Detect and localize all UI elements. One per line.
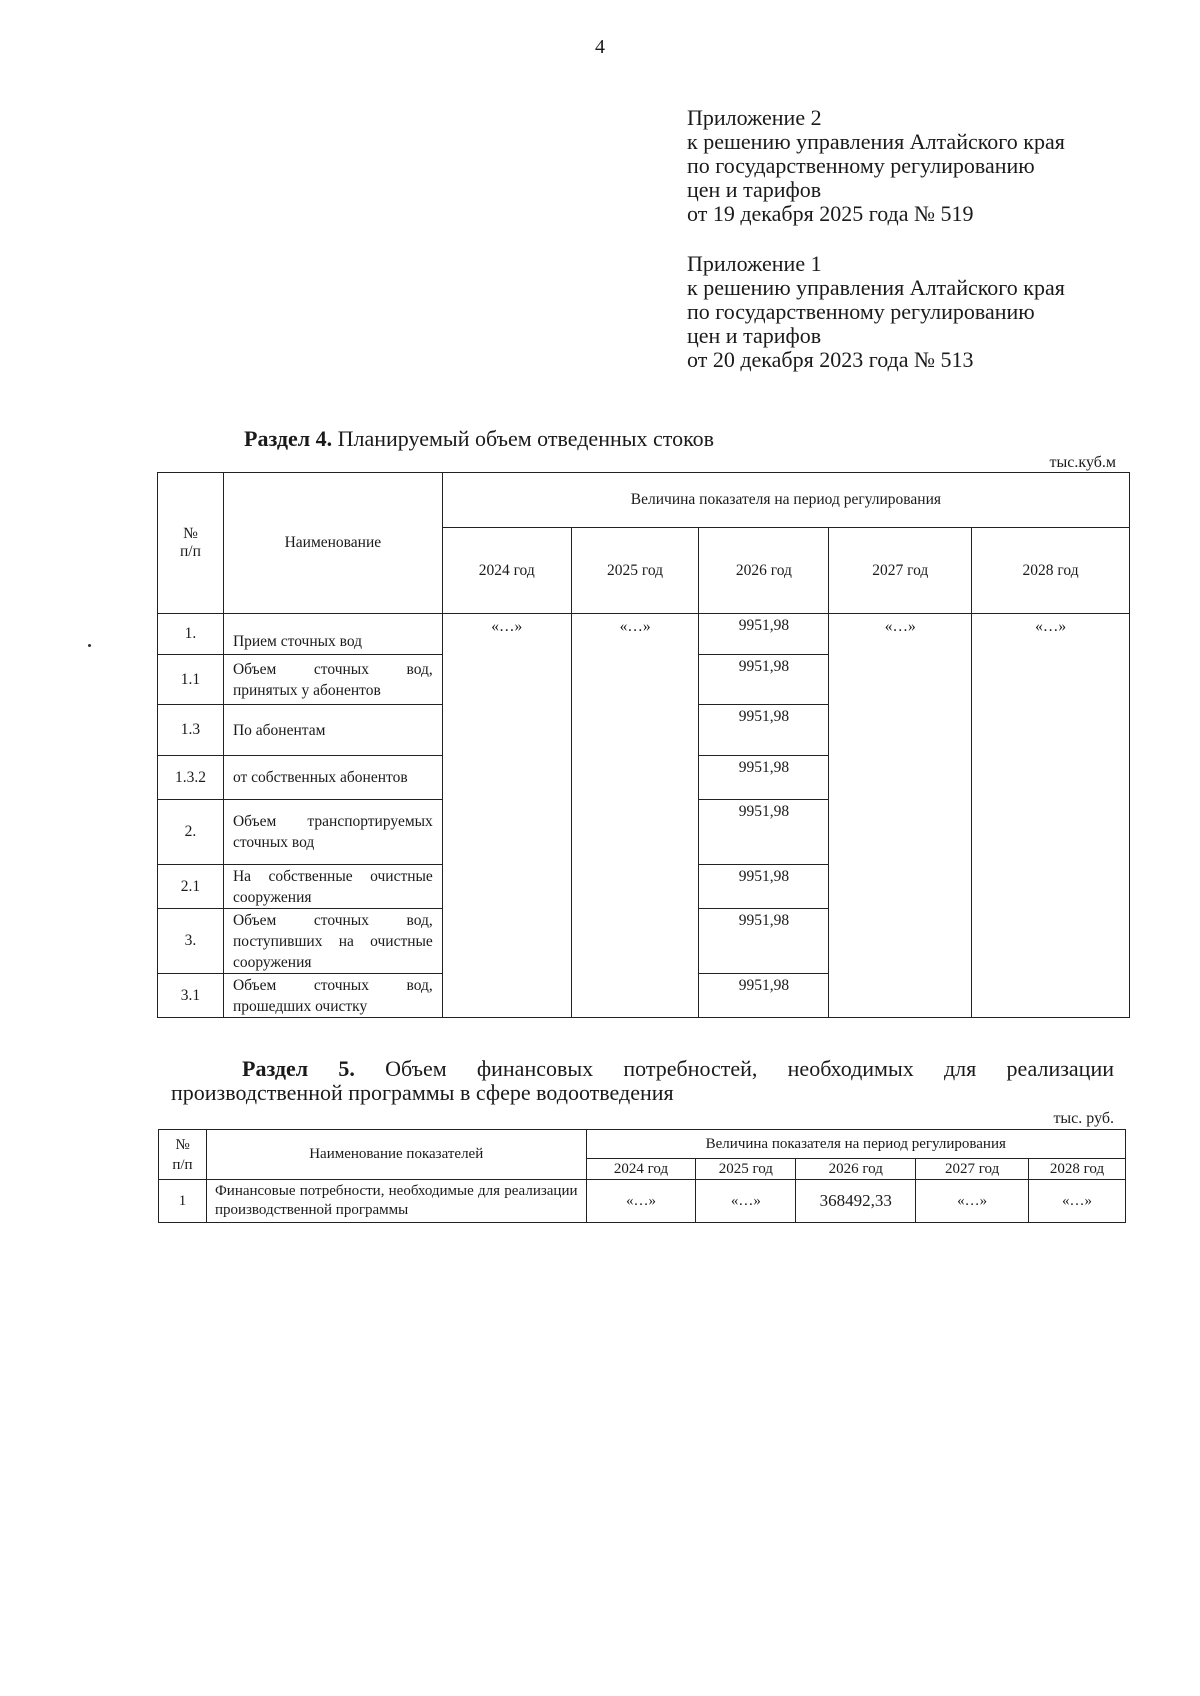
row-num: 3.1 bbox=[158, 974, 224, 1018]
value-2026: 368492,33 bbox=[796, 1180, 916, 1223]
section5-title-bold: Раздел 5. bbox=[242, 1056, 355, 1081]
row-name: Объем сточных вод, принятых у абонентов bbox=[223, 655, 442, 705]
section5-unit: тыс. руб. bbox=[1053, 1110, 1114, 1127]
section4-unit: тыс.куб.м bbox=[1049, 454, 1116, 471]
header-year: 2028 год bbox=[1029, 1159, 1126, 1180]
appendix-line: к решению управления Алтайского края bbox=[687, 275, 1065, 300]
header-period: Величина показателя на период регулирования bbox=[442, 473, 1129, 528]
section5-title-line1 bbox=[171, 1057, 1114, 1081]
appendix-line: по государственному регулированию bbox=[687, 153, 1035, 178]
appendix-line: Приложение 1 bbox=[687, 251, 822, 276]
header-num: № п/п bbox=[159, 1130, 207, 1180]
section5-title bbox=[171, 1057, 1114, 1105]
row-name: Прием сточных вод bbox=[223, 614, 442, 655]
section4-title bbox=[244, 427, 714, 451]
header-year: 2025 год bbox=[696, 1159, 796, 1180]
value-2027: «…» bbox=[829, 614, 972, 1018]
row-name: Объем сточных вод, поступивших на очистные сооружения bbox=[223, 909, 442, 974]
header-year: 2024 год bbox=[442, 528, 571, 614]
header-year: 2027 год bbox=[829, 528, 972, 614]
table-row bbox=[158, 614, 1130, 655]
section5-table bbox=[158, 1129, 1126, 1223]
stray-mark bbox=[88, 644, 91, 647]
row-num: 2. bbox=[158, 800, 224, 865]
header-year: 2026 год bbox=[796, 1159, 916, 1180]
appendix-line: от 20 декабря 2023 года № 513 bbox=[687, 347, 974, 372]
appendix-line: цен и тарифов bbox=[687, 177, 822, 202]
value-2025: «…» bbox=[696, 1180, 796, 1223]
value-2026: 9951,98 bbox=[699, 655, 829, 705]
row-num: 2.1 bbox=[158, 865, 224, 909]
header-name: Наименование bbox=[223, 473, 442, 614]
row-name: Объем транспортируемых сточных вод bbox=[223, 800, 442, 865]
row-name: Объем сточных вод, прошедших очистку bbox=[223, 974, 442, 1018]
row-num: 3. bbox=[158, 909, 224, 974]
table-row bbox=[159, 1180, 1126, 1223]
section4-title-rest: Планируемый объем отведенных стоков bbox=[332, 426, 715, 451]
section4-title-bold: Раздел 4. bbox=[244, 426, 333, 451]
value-2026: 9951,98 bbox=[699, 909, 829, 974]
value-2028: «…» bbox=[1029, 1180, 1126, 1223]
row-num: 1 bbox=[159, 1180, 207, 1223]
row-name: от собственных абонентов bbox=[223, 756, 442, 800]
header-year: 2025 год bbox=[571, 528, 699, 614]
row-name: По абонентам bbox=[223, 705, 442, 756]
page-number: 4 bbox=[595, 36, 605, 58]
section5-title-line2: производственной программы в сфере водоотведения bbox=[171, 1080, 674, 1105]
header-year: 2024 год bbox=[586, 1159, 696, 1180]
appendix-line: к решению управления Алтайского края bbox=[687, 129, 1065, 154]
section4-table bbox=[157, 472, 1130, 1018]
appendix-previous bbox=[687, 252, 1065, 372]
value-2027: «…» bbox=[916, 1180, 1029, 1223]
header-name: Наименование показателей bbox=[206, 1130, 586, 1180]
header-num: № п/п bbox=[158, 473, 224, 614]
row-num: 1. bbox=[158, 614, 224, 655]
value-2028: «…» bbox=[972, 614, 1130, 1018]
section5-title-rest: Объем финансовых потребностей, необходимых для реализации bbox=[354, 1056, 1114, 1081]
value-2025: «…» bbox=[571, 614, 699, 1018]
value-2026: 9951,98 bbox=[699, 865, 829, 909]
value-2026: 9951,98 bbox=[699, 800, 829, 865]
header-year: 2026 год bbox=[699, 528, 829, 614]
value-2026: 9951,98 bbox=[699, 705, 829, 756]
header-period: Величина показателя на период регулирования bbox=[586, 1130, 1125, 1159]
row-name: Финансовые потребности, необходимые для реализации производственной программы bbox=[206, 1180, 586, 1223]
header-year: 2027 год bbox=[916, 1159, 1029, 1180]
row-name: На собственные очистные сооружения bbox=[223, 865, 442, 909]
value-2026: 9951,98 bbox=[699, 614, 829, 655]
value-2024: «…» bbox=[586, 1180, 696, 1223]
appendix-line: от 19 декабря 2025 года № 519 bbox=[687, 201, 974, 226]
appendix-line: Приложение 2 bbox=[687, 105, 822, 130]
appendix-current bbox=[687, 106, 1065, 226]
row-num: 1.1 bbox=[158, 655, 224, 705]
row-num: 1.3 bbox=[158, 705, 224, 756]
value-2024: «…» bbox=[442, 614, 571, 1018]
row-num: 1.3.2 bbox=[158, 756, 224, 800]
appendix-line: по государственному регулированию bbox=[687, 299, 1035, 324]
appendix-line: цен и тарифов bbox=[687, 323, 822, 348]
value-2026: 9951,98 bbox=[699, 756, 829, 800]
header-year: 2028 год bbox=[972, 528, 1130, 614]
value-2026: 9951,98 bbox=[699, 974, 829, 1018]
